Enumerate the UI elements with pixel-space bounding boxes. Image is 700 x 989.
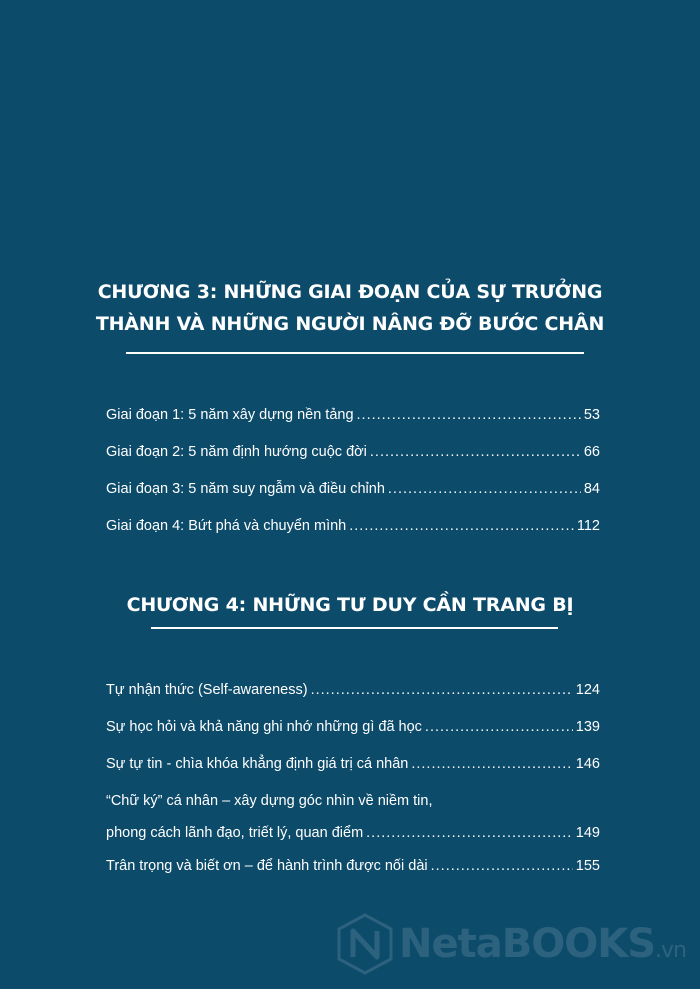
- dot-leader: [411, 753, 572, 775]
- toc-entry[interactable]: [106, 515, 600, 537]
- toc-entry[interactable]: [106, 716, 600, 738]
- toc-entry-page: 84: [583, 481, 600, 497]
- chapter3-title-line2: THÀNH VÀ NHỮNG NGƯỜI NÂNG ĐỠ BƯỚC CHÂN: [95, 313, 605, 335]
- dot-leader: [431, 855, 573, 877]
- dot-leader: [349, 515, 574, 537]
- toc-entry-page: 112: [576, 518, 600, 534]
- dot-leader: [370, 441, 581, 463]
- toc-entry-title: Sự tự tin - chìa khóa khẳng định giá trị cá nhân: [106, 756, 409, 772]
- chapter4-title: CHƯƠNG 4: NHỮNG TƯ DUY CẦN TRANG BỊ: [126, 594, 574, 616]
- toc-entry-page: 155: [575, 858, 600, 874]
- toc-entry-title: Giai đoạn 1: 5 năm xây dựng nền tảng: [106, 407, 354, 423]
- watermark-brand: NetaBOOKS: [399, 921, 656, 967]
- toc-entry[interactable]: [106, 478, 600, 500]
- dot-leader: [425, 716, 573, 738]
- watermark-text: [399, 921, 686, 967]
- toc-entry-title: Sự học hỏi và khả năng ghi nhớ những gì đã học: [106, 719, 422, 735]
- toc-entry-title: Tự nhận thức (Self-awareness): [106, 682, 308, 698]
- toc-entry-page: 53: [583, 407, 600, 423]
- toc-entry-page: 66: [583, 444, 600, 460]
- toc-entry-title: Trân trọng và biết ơn – để hành trình được nối dài: [106, 858, 428, 874]
- toc-entry-title: Giai đoạn 4: Bứt phá và chuyển mình: [106, 518, 347, 534]
- chapter4-heading: [0, 589, 700, 621]
- toc-entry[interactable]: [106, 855, 600, 877]
- chapter3-title-line1: CHƯƠNG 3: NHỮNG GIAI ĐOẠN CỦA SỰ TRƯỞNG: [97, 281, 603, 303]
- dot-leader: [388, 478, 581, 500]
- watermark-suffix: .vn: [655, 938, 686, 963]
- toc-entry[interactable]: [106, 790, 600, 844]
- toc-entry-page: 146: [575, 756, 600, 772]
- toc-entry[interactable]: [106, 753, 600, 775]
- toc-entry[interactable]: [106, 441, 600, 463]
- toc-entry[interactable]: [106, 404, 600, 426]
- dot-leader: [366, 822, 573, 844]
- toc-entry-page: 124: [575, 682, 600, 698]
- toc-entry-page: 149: [575, 825, 600, 841]
- dot-leader: [311, 679, 573, 701]
- chapter4-underline: [151, 627, 558, 629]
- toc-entry-title: Giai đoạn 3: 5 năm suy ngẫm và điều chỉnh: [106, 481, 385, 497]
- toc-entry[interactable]: [106, 679, 600, 701]
- toc-entry-page: 139: [575, 719, 600, 735]
- chapter3-heading: [0, 276, 700, 340]
- toc-entry-title: phong cách lãnh đạo, triết lý, quan điểm: [106, 825, 364, 841]
- toc-entry-title-line1: “Chữ ký” cá nhân – xây dựng góc nhìn về niềm tin,: [106, 793, 433, 809]
- netabooks-logo-icon: [337, 913, 393, 975]
- dot-leader: [357, 404, 581, 426]
- toc-entry-title: Giai đoạn 2: 5 năm định hướng cuộc đời: [106, 444, 367, 460]
- netabooks-watermark: [337, 913, 686, 975]
- chapter3-underline: [126, 352, 584, 354]
